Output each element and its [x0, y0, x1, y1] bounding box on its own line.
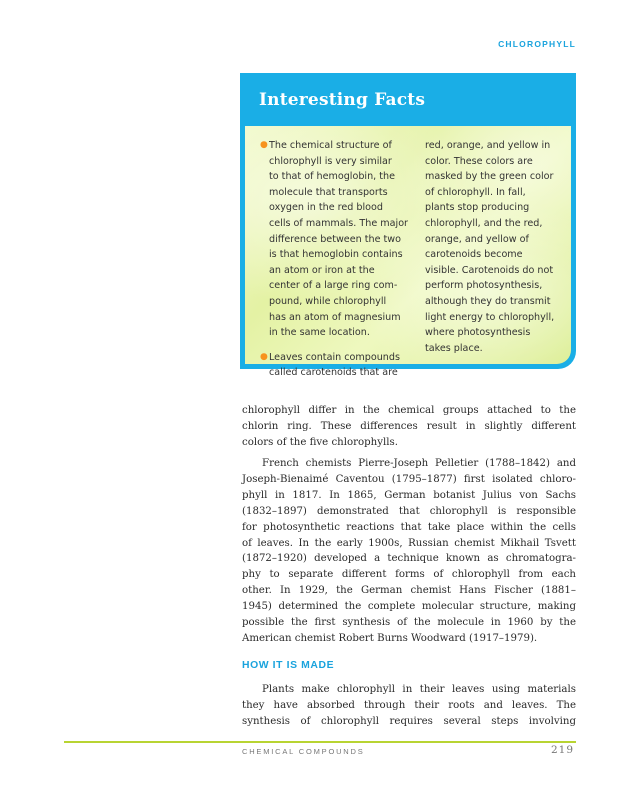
body-paragraph-3 [242, 682, 576, 730]
footer-book-title: CHEMICAL COMPOUNDS [242, 747, 365, 756]
text-line: chlorophyll differ in the chemical groups attached to the [242, 405, 576, 416]
page-number: 219 [550, 744, 574, 756]
facts-right-column [425, 138, 567, 356]
fact-line: oxygen in the red blood [269, 202, 384, 214]
text-line: Plants make chlorophyll in their leaves using materials [262, 684, 576, 695]
fact-line: orange, and yellow of [425, 233, 529, 245]
fact-line: an atom or iron at the [269, 264, 375, 276]
fact-line: to that of hemoglobin, the [269, 171, 396, 183]
text-line: 1945) determined the complete molecular structure, making [242, 601, 576, 613]
fact-line: carotenoids become [425, 249, 523, 261]
running-head: CHLOROPHYLL [498, 39, 576, 49]
fact-line: is that hemoglobin contains [269, 249, 403, 261]
fact-line: center of a large ring com- [269, 280, 398, 292]
fact-line: perform photosynthesis, [425, 280, 543, 292]
fact-line: plants stop producing [425, 202, 530, 214]
text-line: they have absorbed through their roots and leaves. The [242, 699, 576, 711]
text-line: synthesis of chlorophyll requires several steps involving [242, 715, 576, 727]
text-line: chlorin ring. These differences result in slightly different [242, 420, 576, 432]
fact-line: color. These colors are [425, 155, 533, 167]
fact-line: where photosynthesis [425, 327, 531, 339]
facts-box-content [245, 126, 571, 379]
bullet-icon: ● [260, 351, 268, 362]
fact-line: The chemical structure of [269, 140, 392, 151]
fact-line: although they do transmit [425, 295, 551, 307]
text-line: (1872–1920) developed a technique known as chromatogra- [242, 553, 576, 565]
fact-line: in the same location. [269, 327, 370, 339]
fact-line: has an atom of magnesium [269, 311, 401, 323]
body-paragraph-2 [242, 456, 576, 647]
text-line: phyll in 1817. In 1865, German botanist Julius von Sachs [242, 489, 576, 501]
fact-line: called carotenoids that are [269, 367, 398, 379]
text-line: other. In 1929, the German chemist Hans Fischer (1881– [242, 585, 576, 597]
bullet-icon: ● [260, 140, 268, 150]
text-line: French chemists Pierre-Joseph Pelletier (1788–1842) and [262, 458, 576, 469]
fact-line: light energy to chlorophyll, [425, 311, 555, 323]
fact-line: cells of mammals. The major [269, 217, 409, 229]
fact-line: red, orange, and yellow in [425, 140, 551, 151]
facts-left-column [260, 138, 410, 390]
text-line: of leaves. In the early 1900s, Russian chemist Mikhail Tsvett [242, 537, 576, 549]
fact-bullet-hemoglobin [260, 138, 410, 341]
fact-line: chlorophyll is very similar [269, 155, 392, 167]
section-heading: HOW IT IS MADE [242, 660, 335, 671]
facts-box-title: Interesting Facts [259, 90, 426, 110]
fact-line: masked by the green color [425, 171, 554, 183]
text-line: phy to separate different forms of chlorophyll from each [242, 569, 576, 581]
body-paragraph-1 [242, 403, 576, 451]
fact-line: molecule that transports [269, 186, 388, 198]
fact-line: chlorophyll, and the red, [425, 217, 543, 229]
fact-line: of chlorophyll. In fall, [425, 186, 526, 198]
footer-rule [64, 741, 576, 743]
fact-bullet-carotenoids [260, 350, 410, 381]
text-line: American chemist Robert Burns Woodward (1917–1979). [242, 632, 538, 644]
text-line: for photosynthetic reactions that take place within the cells [242, 521, 576, 533]
text-line: (1832–1897) demonstrated that chlorophyll is responsible [242, 505, 576, 517]
interesting-facts-box [240, 73, 576, 379]
fact-line: difference between the two [269, 233, 402, 245]
fact-line: Leaves contain compounds [269, 351, 400, 363]
text-line: possible the first synthesis of the molecule in 1960 by the [242, 617, 576, 629]
fact-line: visible. Carotenoids do not [425, 264, 554, 276]
text-line: Joseph-Bienaimé Caventou (1795–1877) first isolated chloro- [242, 473, 576, 485]
text-line: colors of the five chlorophylls. [242, 436, 398, 448]
fact-line: pound, while chlorophyll [269, 295, 387, 307]
fact-line: takes place. [425, 342, 483, 354]
